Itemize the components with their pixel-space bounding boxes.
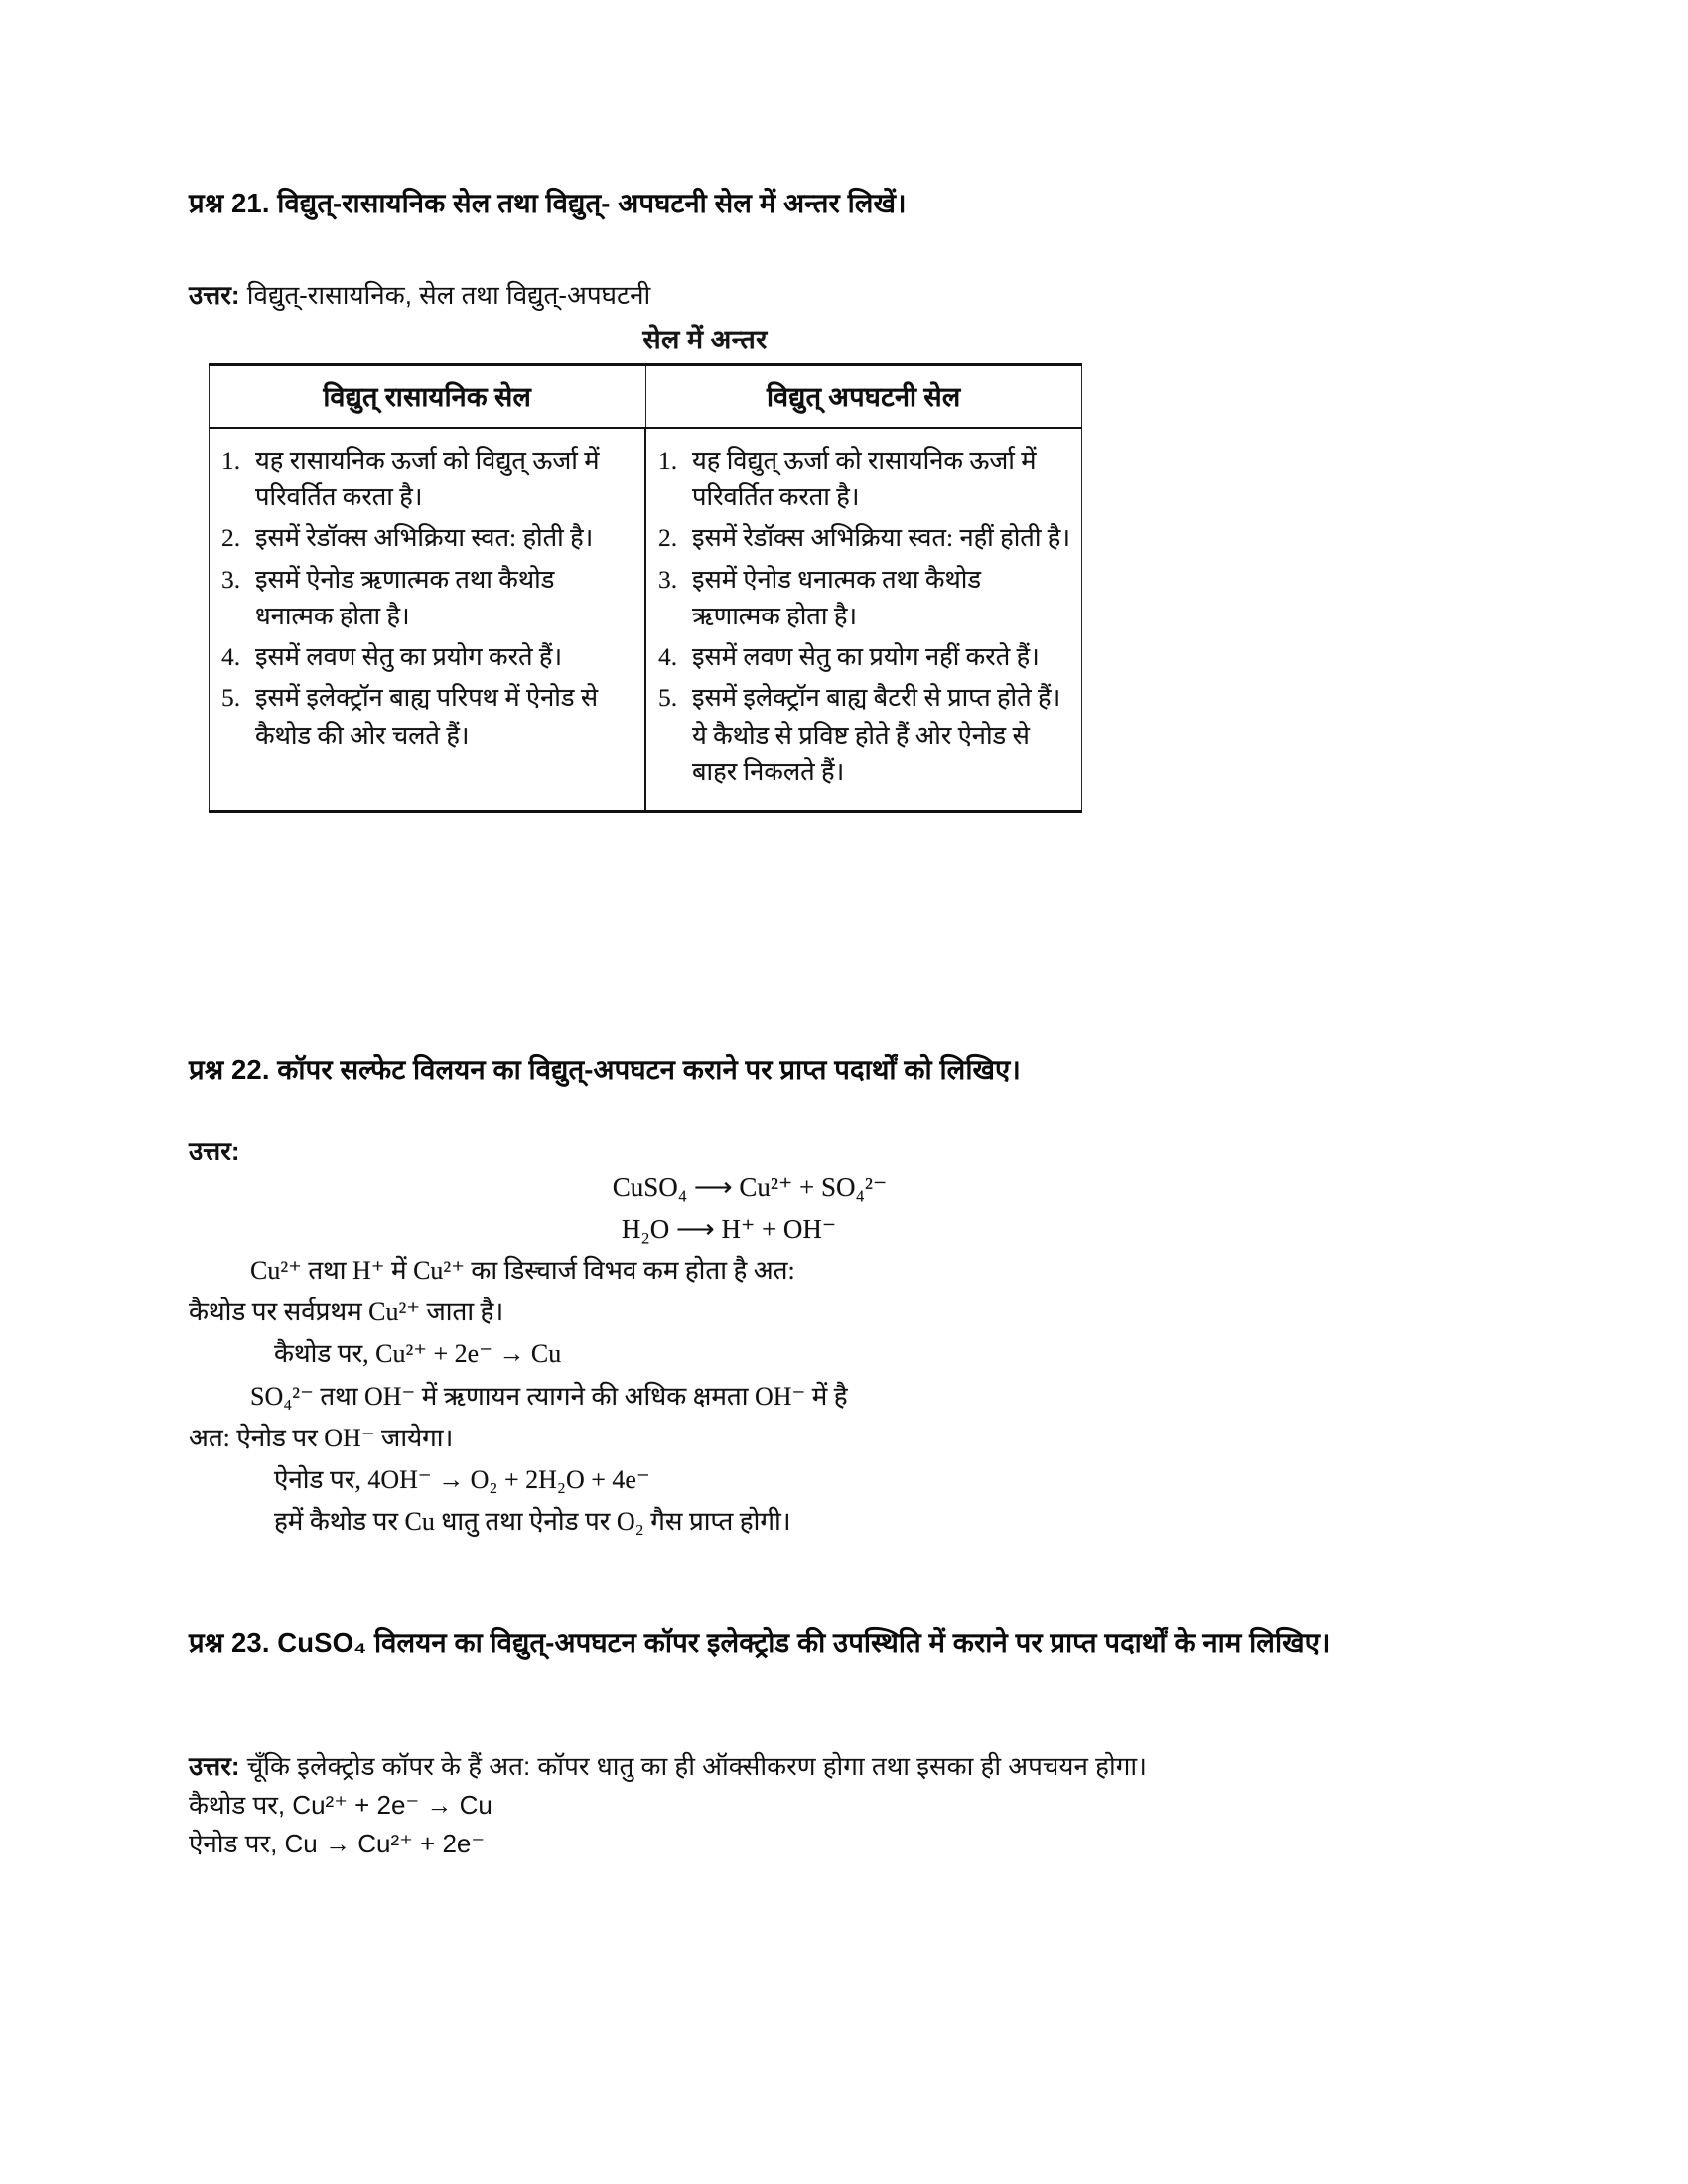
point-list-right [658, 442, 1071, 790]
question-21-heading-text: प्रश्न 21. विद्युत्-रासायनिक सेल तथा विद्युत्- अपघटनी सेल में अन्तर लिखें। [189, 188, 907, 218]
question-22-worked-solution [189, 1166, 1311, 1543]
equation-anode-reaction: ऐनोड पर, 4OH⁻ → O₂ + 2H₂O + 4e⁻ [274, 1464, 650, 1494]
list-item [658, 561, 1071, 634]
list-item [658, 638, 1071, 675]
point-text: यह रासायनिक ऊर्जा को विद्युत् ऊर्जा में परिवर्तित करता है। [255, 446, 600, 512]
equation-dissociation-water: H₂O ⟶ H⁺ + OH⁻ [621, 1214, 837, 1245]
list-item [658, 442, 1071, 515]
point-number: 2. [221, 523, 241, 553]
point-number: 5. [658, 683, 678, 713]
list-item [221, 638, 634, 675]
question-21-heading [189, 184, 1509, 223]
table-header-electrolytic-cell: विद्युत् अपघटनी सेल [645, 365, 1082, 429]
table-cell-electrochemical-points [210, 428, 646, 811]
solution-line-products: हमें कैथोड पर Cu धातु तथा ऐनोड पर O₂ गैस प्राप्त होगी। [274, 1506, 791, 1536]
table-cell-electrolytic-points [645, 428, 1082, 811]
equation-23-cathode: कैथोड पर, Cu²⁺ + 2e⁻ → Cu [189, 1790, 492, 1820]
point-text: इसमें ऐनोड धनात्मक तथा कैथोड ऋणात्मक होता है। [692, 564, 982, 630]
point-text: इसमें इलेक्ट्रॉन बाह्य बैटरी से प्राप्त होते हैं। ये कैथोड से प्रविष्ट होते हैं ओर ऐनोड से बाहर निकलते हैं। [692, 683, 1061, 786]
list-item [221, 519, 634, 556]
answer-text-23: चूँकि इलेक्ट्रोड कॉपर के हैं अत: कॉपर धातु का ही ऑक्सीकरण होगा तथा इसका ही अपचयन होगा। [246, 1751, 1147, 1781]
list-item [658, 519, 1071, 556]
point-text: इसमें लवण सेतु का प्रयोग नहीं करते हैं। [692, 642, 1040, 672]
point-text: इसमें रेडॉक्स अभिक्रिया स्वत: नहीं होती है। [692, 523, 1071, 553]
point-number: 2. [658, 523, 678, 553]
solution-line-cathode-first: कैथोड पर सर्वप्रथम Cu²⁺ जाता है। [189, 1297, 504, 1327]
point-list-left [221, 442, 634, 753]
question-21-answer [189, 276, 1082, 315]
question-23-heading-text: प्रश्न 23. CuSO₄ विलयन का विद्युत्-अपघटन कॉपर इलेक्ट्रोड की उपस्थिति में कराने पर प्राप्त पदार्थों के नाम लिखिए। [189, 1627, 1331, 1658]
list-item [221, 679, 634, 752]
comparison-table [209, 363, 1082, 813]
point-text: इसमें ऐनोड ऋणात्मक तथा कैथोड धनात्मक होता है। [255, 564, 555, 630]
point-number: 1. [658, 446, 678, 475]
equation-dissociation-cuso4: CuSO₄ ⟶ Cu²⁺ + SO₄²⁻ [612, 1172, 888, 1202]
point-number: 4. [221, 642, 241, 672]
equation-23-anode: ऐनोड पर, Cu → Cu²⁺ + 2e⁻ [189, 1829, 486, 1858]
answer-label-21: उत्तर: [189, 280, 240, 310]
point-number: 1. [221, 446, 241, 475]
point-text: इसमें रेडॉक्स अभिक्रिया स्वत: होती है। [255, 523, 594, 553]
table-header-electrochemical-cell: विद्युत् रासायनिक सेल [210, 365, 646, 429]
solution-line-anode-oh: अत: ऐनोड पर OH⁻ जायेगा। [189, 1423, 454, 1452]
point-text: इसमें लवण सेतु का प्रयोग करते हैं। [255, 642, 563, 672]
point-number: 3. [658, 564, 678, 594]
solution-line-anion-capacity: SO₄²⁻ तथा OH⁻ में ऋणायन त्यागने की अधिक क्षमता OH⁻ में है [250, 1381, 848, 1411]
table-header-row [210, 365, 1082, 429]
answer-label-22: उत्तर: [189, 1136, 240, 1165]
table-caption: सेल में अन्तर [642, 325, 768, 354]
answer-label-23: उत्तर: [189, 1751, 240, 1781]
point-number: 3. [221, 564, 241, 594]
point-number: 4. [658, 642, 678, 672]
point-number: 5. [221, 683, 241, 713]
comparison-table-block [209, 320, 1082, 813]
answer-text-21: विद्युत्-रासायनिक, सेल तथा विद्युत्-अपघटनी [246, 280, 651, 310]
list-item [221, 561, 634, 634]
point-text: इसमें इलेक्ट्रॉन बाह्य परिपथ में ऐनोड से कैथोड की ओर चलते हैं। [255, 683, 599, 750]
question-22-heading-text: प्रश्न 22. कॉपर सल्फेट विलयन का विद्युत्-अपघटन कराने पर प्राप्त पदार्थों को लिखिए। [189, 1054, 1021, 1085]
point-text: यह विद्युत् ऊर्जा को रासायनिक ऊर्जा में परिवर्तित करता है। [692, 446, 1037, 512]
list-item [221, 442, 634, 515]
answer-23-paragraph [189, 1747, 1549, 1786]
question-22-heading [189, 1050, 1539, 1090]
question-23-heading [189, 1623, 1549, 1663]
question-23-answer [189, 1747, 1549, 1863]
list-item [658, 679, 1071, 790]
equation-cathode-reaction: कैथोड पर, Cu²⁺ + 2e⁻ → Cu [274, 1339, 562, 1369]
solution-line-discharge-potential: Cu²⁺ तथा H⁺ में Cu²⁺ का डिस्चार्ज विभव कम होता है अत: [250, 1256, 795, 1286]
table-row [210, 428, 1082, 811]
